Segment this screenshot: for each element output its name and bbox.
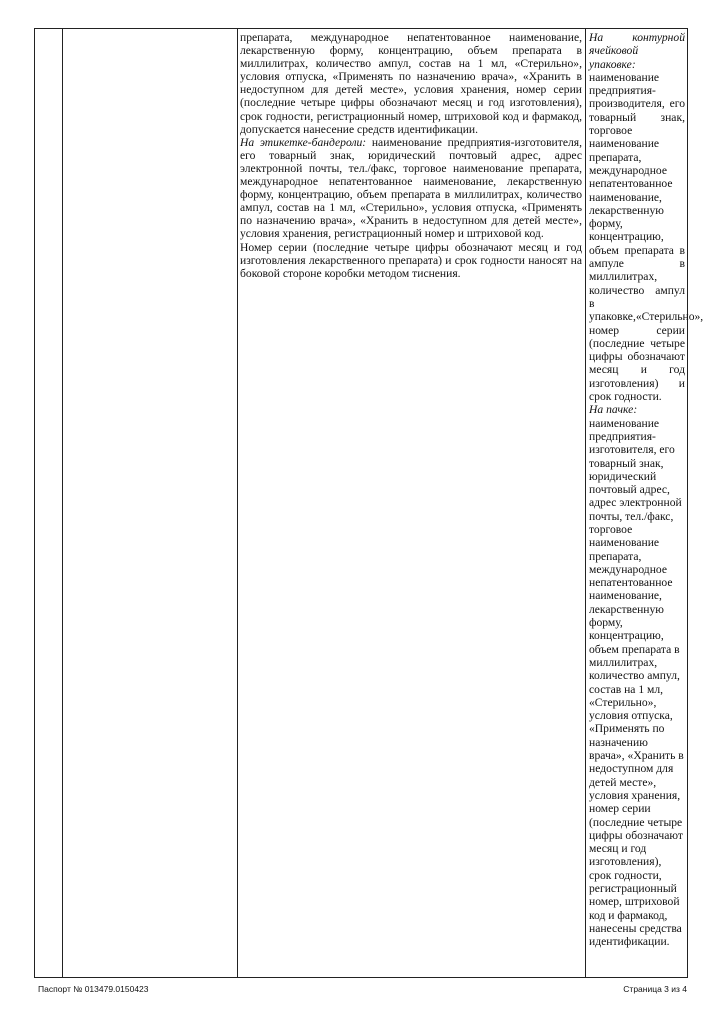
label-pack: На пачке: (589, 403, 638, 417)
number-cell (35, 29, 63, 978)
description-cell (238, 29, 586, 978)
table-row (35, 29, 688, 978)
document-table (34, 28, 704, 978)
blister-text: наименование предприятия-производителя, его товарный знак, торговое наименование препарата, международное непатентованное наименование, лекарственную форму, концентрацию, объем препарата в ампуле в миллилитрах, количество ампул в упаковке,«Стерильно», номер серии (последние четыре цифры обозначают месяц и год изготовления) и срок годности. (589, 70, 704, 404)
passport-number: Паспорт № 013479.0150423 (38, 984, 149, 994)
label-banderol: На этикетке-бандероли: (240, 135, 367, 149)
page-number: Страница 3 из 4 (623, 984, 687, 994)
label-blister: На контурной ячейковой упаковке: (589, 31, 685, 71)
name-cell (63, 29, 238, 978)
banderol-text: наименование предприятия-изготовителя, его товарный знак, юридический почтовый адрес, адрес электронной почты, тел./факс, торговое наименование препарата, международное непатентованное наименование, лекарственную форму, концентрацию, объем препарата в миллилитрах, количество ампул, состав на 1 мл, «Стерильно», условия отпуска, «Применять по назначению врача», «Хранить в недоступном для детей месте», условия хранения, регистрационный номер и штриховой код. (240, 135, 582, 241)
main-paragraph-2 (240, 136, 582, 241)
main-paragraph-1: препарата, международное непатентованное наименование, лекарственную форму, концентрацию, объем препарата в миллилитрах, количество ампул, состав на 1 мл, «Стерильно», условия отпуска, «Применять по назначению врача», «Хранить в недоступном для детей месте», условия хранения, номер серии (последние четыре цифры обозначают месяц и год изготовления), срок годности, регистрационный номер, штриховой код и фармакод, допускается нанесение средств идентификации. (240, 31, 582, 136)
main-paragraph-3: Номер серии (последние четыре цифры обозначают месяц и год изготовления лекарственного препарата) и срок годности наносят на боковой стороне коробки методом тиснения. (240, 240, 582, 280)
packaging-cell (586, 29, 704, 978)
pack-text: наименование предприятия-изготовителя, его товарный знак, юридический почтовый адрес, адрес электронной почты, тел./факс, торговое наименование препарата, международное непатентованное наименование, лекарственную форму, концентрацию, объем препарата в миллилитрах, количество ампул, состав на 1 мл, «Стерильно», условия отпуска, «Применять по назначению врача», «Хранить в недоступном для детей месте», условия хранения, номер серии (последние четыре цифры обозначают месяц и год изготовления), срок годности, регистрационный номер, штриховой код и фармакод, нанесены средства идентификации. (589, 416, 684, 949)
